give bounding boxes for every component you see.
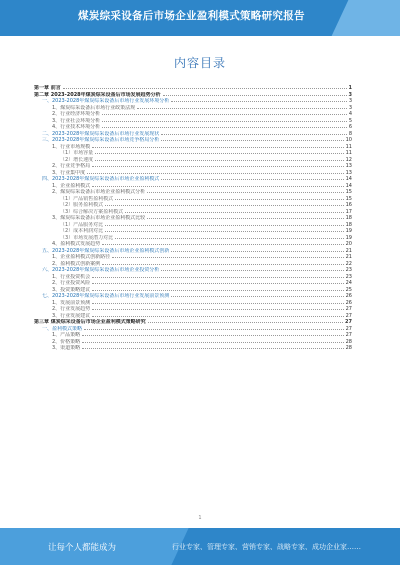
toc-entry-title: 1、发展前景预测 [52,299,91,306]
toc-leader-dots [147,188,343,193]
toc-leader-dots [161,175,343,180]
toc-entry-page: 12 [345,156,352,163]
toc-entry-title: 3、行业集中度 [52,169,86,176]
toc-leader-dots [92,286,343,291]
toc-entry[interactable] [34,344,352,351]
toc-entry-page: 8 [348,130,352,137]
toc-leader-dots [82,338,343,343]
toc-entry-page: 21 [345,254,352,260]
toc-entry-title: 1、产品策略 [52,332,81,338]
toc-entry-page: 23 [345,267,352,273]
toc-entry-title: 1、行业投资机会 [52,273,91,280]
toc-entry-title: 4、盈利模式发展趋势 [52,241,101,247]
toc-entry-page: 4 [348,111,352,117]
toc-leader-dots [92,273,343,278]
toc-entry-title: （2）成本利润对比 [60,228,104,234]
toc-leader-dots [171,292,343,297]
toc-leader-dots [115,234,343,239]
toc-entry-title: 2、盈利模式创新案例 [52,260,101,267]
toc-leader-dots [63,84,347,89]
toc-leader-dots [137,104,347,109]
toc-entry-page: 21 [345,247,352,254]
toc-leader-dots [82,344,343,349]
toc-entry-title: 三、2023-2028年煤炭综采设备后市场竞争格局分析 [42,137,160,143]
toc-entry-title: 二、2023-2028年煤炭综采设备后市场行业发展现状 [42,130,160,137]
toc-leader-dots [102,240,343,245]
toc-leader-dots [92,279,343,284]
toc-entry-title: 一、盈利模式策略 [42,325,83,332]
toc-leader-dots [163,91,347,96]
toc-entry-page: 23 [345,273,352,280]
toc-entry-page: 25 [345,286,352,293]
toc-entry-title: （2）服务盈利模式 [60,202,104,208]
toc-entry-title: 3、投资策略建议 [52,286,91,293]
toc-entry-page: 15 [345,189,352,195]
toc-entry-page: 26 [345,299,352,306]
header-decoration [332,0,400,36]
toc-entry-title: 七、2023-2028年煤炭综采设备后市场行业发展前景预测 [42,293,170,299]
toc-entry-page: 5 [348,117,352,124]
toc-entry-title: 五、2023-2028年煤炭综采设备后市场企业盈利模式创新 [42,247,170,254]
toc-entry-title: 3、行业发展建议 [52,312,91,319]
toc-entry-page: 3 [348,104,352,111]
toc-entry-page: 28 [345,345,352,351]
toc-entry-title: 3、行业社会环境分析 [52,117,101,124]
toc-entry-page: 19 [345,228,352,234]
toc-leader-dots [92,305,343,310]
toc-entry-page: 3 [348,98,352,104]
table-of-contents [34,84,352,351]
toc-entry-page: 16 [345,202,352,208]
toc-entry-page: 14 [345,182,352,189]
toc-leader-dots [161,136,343,141]
toc-entry-title: 六、2023-2028年煤炭综采设备后市场企业投资分析 [42,267,160,273]
toc-entry-title: 3、煤炭综采设备后市场企业盈利模式比较 [52,215,146,221]
toc-leader-dots [92,143,343,148]
toc-entry-page: 11 [345,143,352,150]
toc-entry-title: 1、企业盈利模式创新路径 [52,254,111,260]
toc-entry-title: 第二章 2023-2028年煤炭综采设备后市场发展趋势分析 [34,91,161,98]
toc-entry-page: 11 [345,150,352,156]
toc-leader-dots [148,318,343,323]
toc-entry-title: （2）增长速度 [60,156,94,163]
footer-tagline: 行业专家、管理专家、营销专家、战略专家、成功企业家…… [172,543,361,551]
toc-entry-page: 24 [345,280,352,286]
toc-entry-title: （1）产品销售盈利模式 [60,195,114,202]
toc-entry-page: 27 [345,332,352,338]
toc-entry-page: 28 [345,338,352,345]
toc-leader-dots [112,253,343,258]
toc-entry-page: 15 [345,195,352,202]
toc-leader-dots [92,312,343,317]
toc-entry-page: 14 [345,176,352,182]
toc-entry-title: 一、2023-2028年煤炭综采设备后市场行业发展环境分析 [42,98,170,104]
toc-leader-dots [82,331,343,336]
toc-entry-page: 27 [345,306,352,312]
toc-leader-dots [171,97,347,102]
toc-entry-page: 1 [348,85,352,91]
toc-leader-dots [92,299,343,304]
toc-leader-dots [102,123,347,128]
toc-leader-dots [115,195,343,200]
toc-leader-dots [161,130,347,135]
report-title: 煤炭综采设备后市场企业盈利模式策略研究报告 [78,10,305,22]
toc-entry-title: 2、价格策略 [52,338,81,345]
toc-entry-page: 13 [345,163,352,169]
toc-leader-dots [102,117,347,122]
toc-leader-dots [92,162,343,167]
page-header [0,0,400,36]
toc-leader-dots [125,208,343,213]
toc-entry-title: 2、行业投资风险 [52,280,91,286]
toc-leader-dots [95,156,343,161]
toc-entry-title: 第一章 前言 [34,85,61,91]
toc-entry-title: （3）综合解决方案盈利模式 [60,208,124,215]
footer-slogan: 让每个人都能成为 [48,543,117,553]
toc-leader-dots [161,266,343,271]
toc-entry-title: 4、行业技术环境分析 [52,124,101,130]
toc-leader-dots [105,227,343,232]
toc-leader-dots [87,169,343,174]
toc-entry-title: 第三章 煤炭综采设备后市场企业盈利模式策略研究 [34,319,146,325]
toc-entry-page: 27 [345,325,352,332]
toc-entry-page: 3 [348,91,352,98]
toc-entry-title: 2、煤炭综采设备后市场企业盈利模式分析 [52,189,146,195]
toc-leader-dots [171,247,343,252]
toc-entry-page: 22 [345,260,352,267]
toc-leader-dots [84,325,344,330]
toc-heading: 内容目录 [173,56,226,70]
toc-entry-title: 四、2023-2028年煤炭综采设备后市场企业盈利模式 [42,176,160,182]
toc-entry-title: （1）产品服务对比 [60,221,104,228]
toc-entry-page: 17 [345,208,352,215]
toc-leader-dots [105,221,343,226]
toc-entry-page: 27 [345,319,352,325]
toc-leader-dots [92,182,343,187]
toc-entry-title: （3）市场发展潜力对比 [60,234,114,241]
toc-entry-title: 2、行业竞争格局 [52,163,91,169]
toc-entry-page: 27 [345,312,352,319]
toc-leader-dots [102,260,343,265]
toc-leader-dots [95,149,343,154]
toc-leader-dots [105,201,343,206]
toc-entry-title: 1、行业市场规模 [52,143,91,150]
toc-entry-title: （1）市场容量 [60,150,94,156]
toc-entry-page: 13 [345,169,352,176]
toc-entry-page: 18 [345,215,352,221]
toc-entry-page: 10 [345,137,352,143]
toc-entry-page: 18 [345,221,352,228]
toc-entry-title: 3、渠道策略 [52,345,81,351]
toc-entry-page: 20 [345,241,352,247]
toc-entry-title: 2、行业发展趋势 [52,306,91,312]
toc-leader-dots [147,214,343,219]
page-number: 1 [198,515,202,521]
toc-entry-page: 6 [348,124,352,130]
toc-entry-page: 26 [345,293,352,299]
toc-entry-title: 1、煤炭综采设备后市场行业政策法规 [52,104,136,111]
toc-entry-page: 19 [345,234,352,241]
toc-entry-title: 2、行业经济环境分析 [52,111,101,117]
page-footer [0,528,400,565]
toc-leader-dots [102,110,347,115]
toc-entry-title: 1、企业盈利模式 [52,182,91,189]
